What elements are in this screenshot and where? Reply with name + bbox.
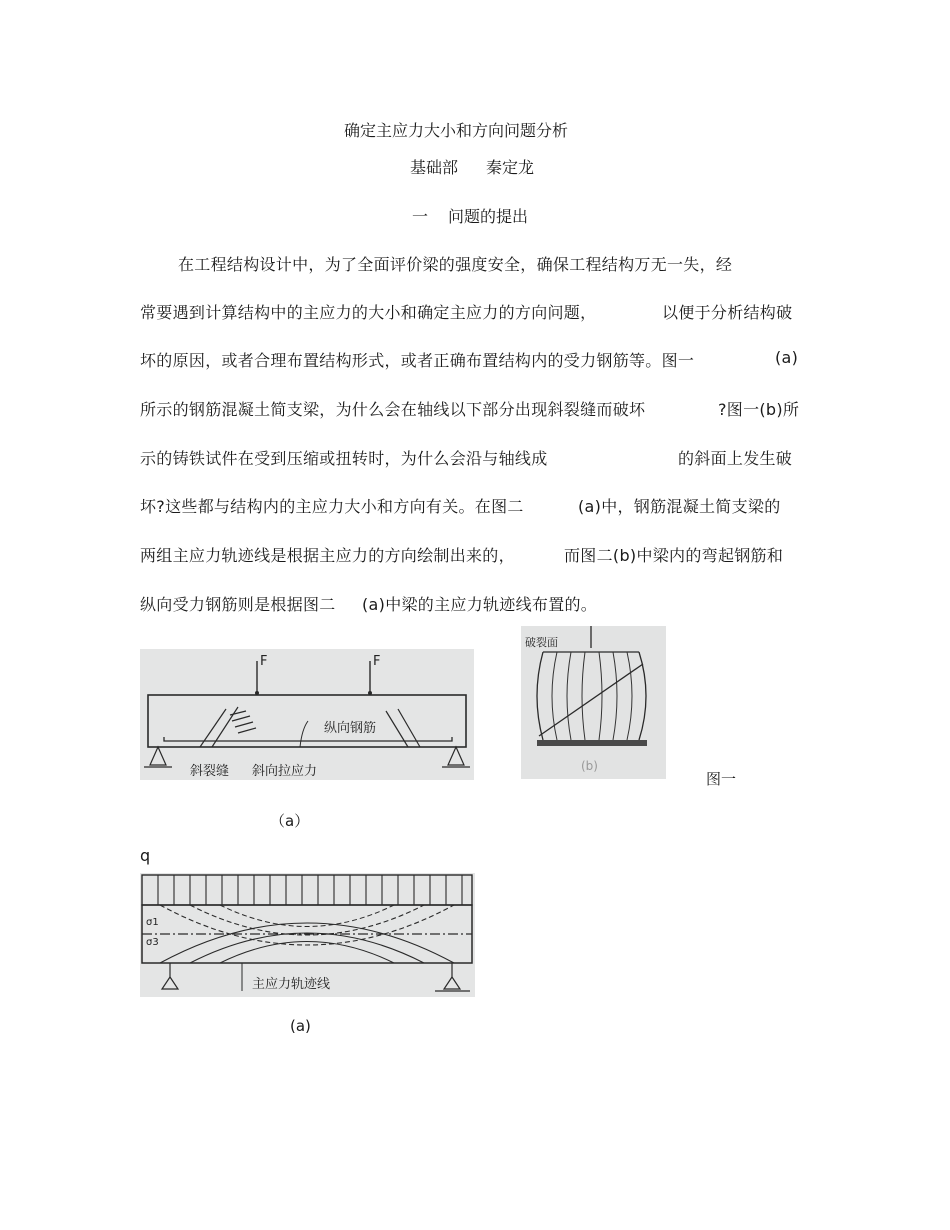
para-line-6a: 坏?这些都与结构内的主应力大小和方向有关。在图二: [140, 497, 524, 516]
author-dept: 基础部: [410, 158, 459, 177]
figure-2a-image: [140, 873, 475, 997]
para-line-8a: 纵向受力钢筋则是根据图二: [140, 595, 336, 614]
para-line-7b: 而图二(b)中梁内的弯起钢筋和: [564, 546, 784, 565]
fig1a-force-right-label: F: [373, 654, 381, 669]
fig1b-sub-label: (b): [581, 759, 598, 773]
fig1a-tension-label: 斜向拉应力: [252, 764, 318, 779]
fig1a-crack-label: 斜裂缝: [190, 764, 230, 779]
fig1a-force-left-label: F: [260, 654, 268, 669]
para-line-5b: 的斜面上发生破: [678, 449, 793, 468]
author-name: 秦定龙: [486, 158, 535, 177]
fig2a-sigma3-label: σ3: [146, 937, 159, 948]
para-line-3b: (a): [775, 348, 799, 367]
figure-2a-caption: (a): [290, 1017, 311, 1035]
fig2a-sigma1-label: σ1: [146, 917, 159, 928]
doc-title: 确定主应力大小和方向问题分析: [344, 121, 569, 140]
fig1b-fracture-label: 破裂面: [525, 636, 558, 649]
fig1a-rebar-label: 纵向钢筋: [324, 721, 377, 736]
figure-1a-caption: （a）: [270, 812, 310, 830]
fig2a-trajectory-label: 主应力轨迹线: [252, 977, 331, 992]
para-line-4b: ?图一(b)所: [718, 400, 800, 419]
section-title: 问题的提出: [448, 207, 529, 226]
para-line-8b: (a)中梁的主应力轨迹线布置的。: [362, 595, 598, 614]
para-line-4a: 所示的钢筋混凝土简支梁，为什么会在轴线以下部分出现斜裂缝而破坏: [140, 400, 646, 419]
para-line-7a: 两组主应力轨迹线是根据主应力的方向绘制出来的，: [140, 546, 515, 565]
figure-1-caption: 图一: [706, 770, 737, 788]
figure-1b-image: [521, 626, 666, 779]
load-q-label: q: [140, 846, 151, 865]
para-line-6b: (a)中，钢筋混凝土简支梁的: [578, 497, 781, 516]
para-line-5a: 示的铸铁试件在受到压缩或扭转时，为什么会沿与轴线成: [140, 449, 548, 468]
para-line-2b: 以便于分析结构破: [662, 303, 793, 322]
para-line-2a: 常要遇到计算结构中的主应力的大小和确定主应力的方向问题，: [140, 303, 597, 322]
figure-1a-image: [140, 649, 474, 780]
para-line-3a: 坏的原因，或者合理布置结构形式，或者正确布置结构内的受力钢筋等。图一: [140, 351, 695, 370]
para-line-1: 在工程结构设计中，为了全面评价梁的强度安全，确保工程结构万无一失，经: [178, 255, 733, 274]
section-number: 一: [412, 207, 429, 226]
